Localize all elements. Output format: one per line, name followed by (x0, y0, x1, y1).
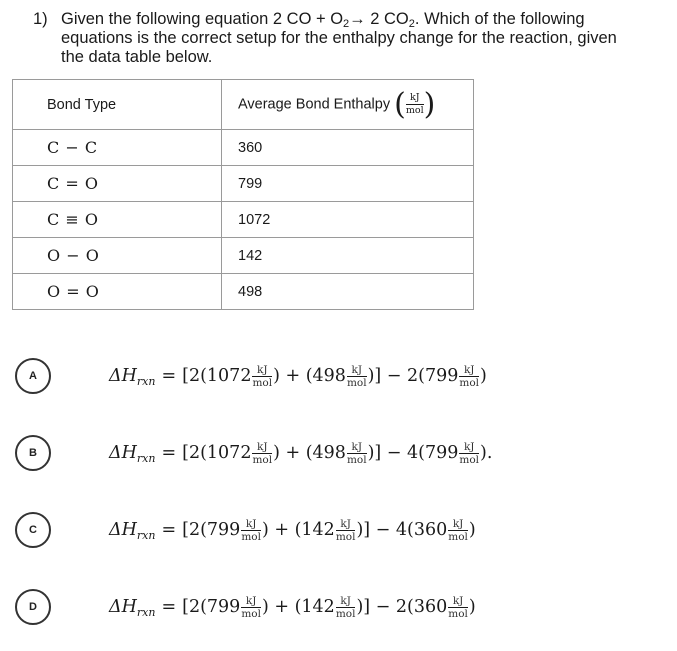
bond-enthalpy-table (12, 79, 474, 310)
unit-fraction: $\frac{kJ}{\text{mol}}$ (448, 594, 468, 620)
bond-type-cell: O = O (13, 274, 222, 310)
option-c-radio[interactable]: C (15, 512, 51, 548)
bond-type-cell: C = O (13, 166, 222, 202)
unit-fraction: $\frac{kJ}{\text{mol}}$ (448, 517, 468, 543)
option-b-equation: ΔH rxn = [2(1072 $\frac{kJ}{\text{mol}}$ ) + (498 $\frac{kJ}{\text{mol}}$ )] − 4(799 $\frac{kJ}{\text{mol}}$ ). (109, 440, 493, 466)
table-row (13, 238, 474, 274)
bond-type-cell: C − C (13, 130, 222, 166)
unit-fraction: $\frac{kJ}{\text{mol}}$ (346, 363, 367, 389)
bond-enthalpy-cell: 1072 (222, 202, 474, 238)
question-number: 1) (33, 10, 48, 28)
question-body: Given the following equation 2 CO + $O_2\to 2$ $CO_2$. Which of the following equations is the correct setup for the enthalpy change for the reaction, given the data table below. (61, 10, 617, 66)
bond-enthalpy-cell: 799 (222, 166, 474, 202)
unit-fraction: $\frac{kJ}{\text{mol}}$ (459, 363, 480, 389)
bond-type-cell: C ≡ O (13, 202, 222, 238)
option-a-equation: ΔH rxn = [2(1072 $\frac{kJ}{\text{mol}}$ ) + (498 $\frac{kJ}{\text{mol}}$ )] − 2(799 $\frac{kJ}{\text{mol}}$ ) (109, 363, 487, 389)
option-d-equation: ΔH rxn = [2(799 $\frac{kJ}{\text{mol}}$ ) + (142 $\frac{kJ}{\text{mol}}$ )] − 2(360 $\frac{kJ}{\text{mol}}$ ) (109, 594, 476, 620)
answer-option-c[interactable] (15, 510, 615, 550)
answer-option-b[interactable] (15, 433, 615, 473)
option-c-equation: ΔH rxn = [2(799 $\frac{kJ}{\text{mol}}$ ) + (142 $\frac{kJ}{\text{mol}}$ )] − 4(360 $\frac{kJ}{\text{mol}}$ ) (109, 517, 476, 543)
unit-fraction: $\frac{kJ}{\text{mol}}$ (252, 363, 273, 389)
bond-enthalpy-header: Average Bond Enthalpy ( $\frac{kJ}{\text{mol}}$ ) (222, 80, 474, 130)
table-header-row (13, 80, 474, 130)
option-a-radio[interactable]: A (15, 358, 51, 394)
question-text (33, 10, 673, 67)
option-d-radio[interactable]: D (15, 589, 51, 625)
bond-enthalpy-cell: 142 (222, 238, 474, 274)
unit-fraction: $\frac{kJ}{\text{mol}}$ (335, 517, 356, 543)
table-row (13, 274, 474, 310)
answer-option-a[interactable] (15, 356, 615, 396)
bond-type-header: Bond Type (13, 80, 222, 130)
bond-type-cell: O − O (13, 238, 222, 274)
unit-fraction: $\frac{kJ}{\text{mol}}$ (405, 92, 424, 116)
table-row (13, 166, 474, 202)
bond-enthalpy-cell: 498 (222, 274, 474, 310)
unit-fraction: $\frac{kJ}{\text{mol}}$ (459, 440, 480, 466)
unit-fraction: $\frac{kJ}{\text{mol}}$ (346, 440, 367, 466)
answer-option-d[interactable] (15, 587, 615, 627)
option-b-radio[interactable]: B (15, 435, 51, 471)
unit-fraction: $\frac{kJ}{\text{mol}}$ (241, 594, 261, 620)
bond-enthalpy-cell: 360 (222, 130, 474, 166)
table-row (13, 202, 474, 238)
unit-fraction: $\frac{kJ}{\text{mol}}$ (335, 594, 356, 620)
unit-fraction: $\frac{kJ}{\text{mol}}$ (241, 517, 261, 543)
unit-fraction: $\frac{kJ}{\text{mol}}$ (252, 440, 273, 466)
table-row (13, 130, 474, 166)
